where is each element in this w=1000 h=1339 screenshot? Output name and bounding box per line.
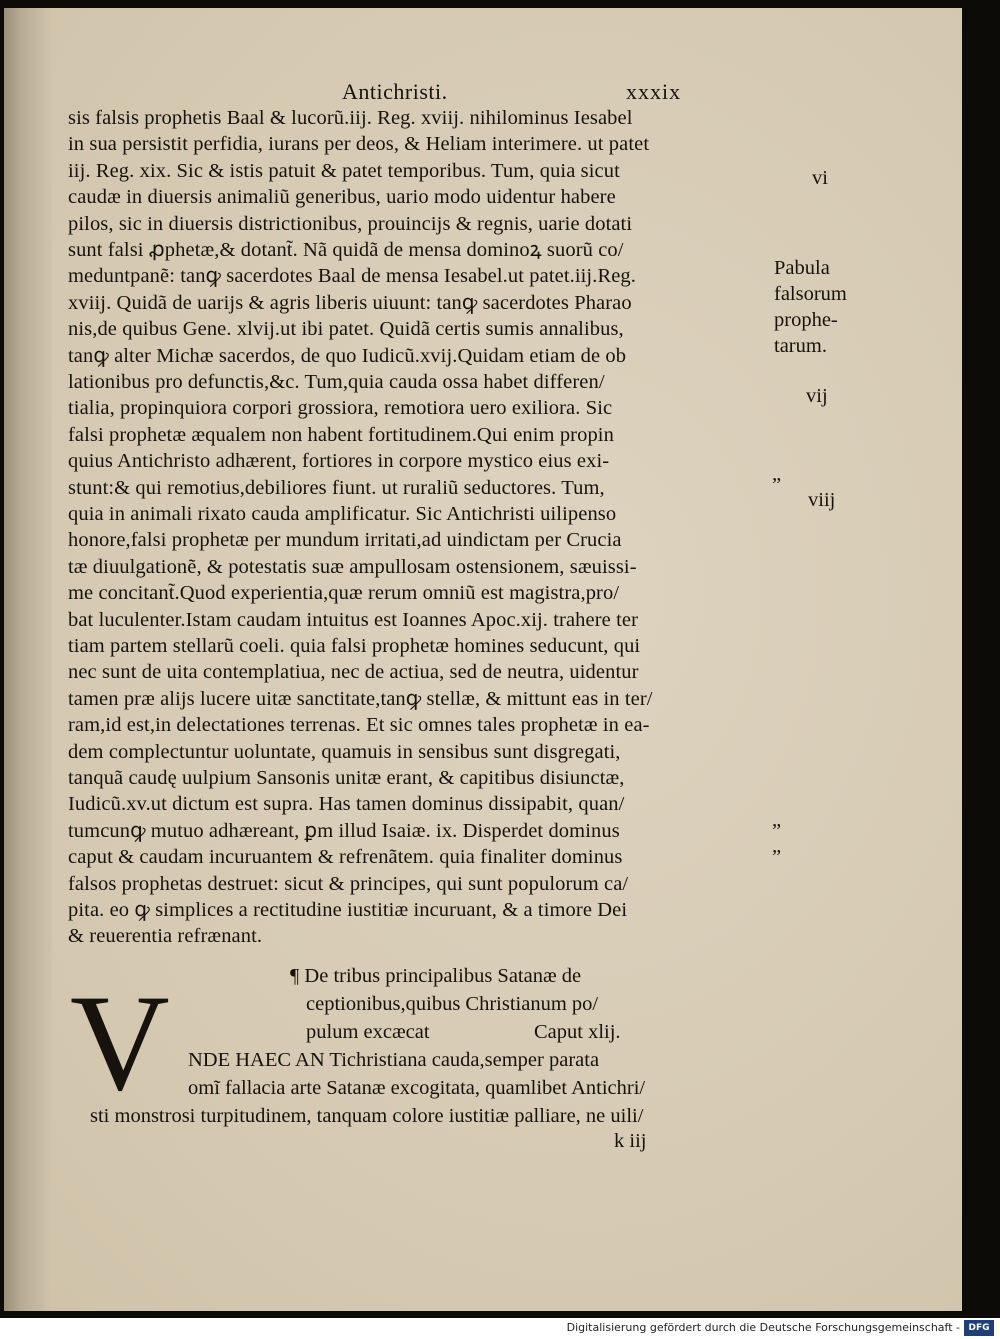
- text-line: nec sunt de uita contemplatiua, nec de actiua, sed de neutra, uidentur: [68, 661, 639, 684]
- chapter-heading-line: ¶ De tribus principalibus Satanæ de: [290, 965, 582, 987]
- text-line: tiam partem stellarũ coeli. quia falsi prophetæ homines seducunt, qui: [68, 635, 641, 657]
- text-line: tanquã caudę uulpium Sansonis unitæ erant, & capitibus disiunctæ,: [68, 767, 625, 789]
- margin-note: prophe-: [774, 309, 838, 331]
- margin-note: vi: [812, 167, 828, 189]
- margin-note: falsorum: [774, 283, 847, 305]
- decorated-initial: V: [70, 966, 170, 1119]
- signature-mark: k iij: [614, 1130, 647, 1152]
- text-line: caput & caudam incuruantem & refrenãtem. quia finaliter dominus: [68, 846, 623, 869]
- text-line: tumcunꝙ mutuo adhæreant, ꝑm illud Isaiæ. ix. Disperdet dominus: [68, 819, 620, 842]
- chapter-text-line: omĩ fallacia arte Satanæ excogitata, quamlibet Antichri/: [188, 1077, 646, 1099]
- text-line: bat luculenter.Istam caudam intuitus est Ioannes Apoc.xij. trahere ter: [68, 608, 638, 631]
- margin-note: „: [772, 809, 782, 831]
- margin-note: „: [772, 463, 782, 485]
- text-line: honore,falsi prophetæ per mundum irritati,ad uindictam per Crucia: [68, 529, 622, 552]
- footer-credit: Digitalisierung gefördert durch die Deutsche Forschungsgemeinschaft -: [566, 1321, 960, 1334]
- text-line: tamen præ alijs lucere uitæ sanctitate,tanꝙ stellæ, & mittunt eas in ter/: [68, 687, 653, 710]
- digitization-footer: [0, 1318, 1000, 1339]
- text-line: falsi prophetæ æqualem non habent fortitudinem.Qui enim propin: [68, 423, 614, 446]
- text-line: pita. eo ꝙ simplices a rectitudine iustitiæ incuruant, & a timore Dei: [68, 899, 628, 921]
- text-line: caudæ in diuersis animaliũ generibus, uario modo uidentur habere: [68, 186, 616, 209]
- margin-note: Pabula: [774, 257, 830, 279]
- text-line: falsos prophetas destruet: sicut & principes, qui sunt populorum ca/: [68, 872, 629, 895]
- text-line: tanꝙ alter Michæ sacerdos, de quo Iudicũ.xvij.Quidam etiam de ob: [68, 344, 627, 367]
- text-line: ram,id est,in delectationes terrenas. Et sic omnes tales prophetæ in ea-: [68, 714, 650, 737]
- text-line: quia in animali rixato cauda amplificatur. Sic Antichristi uilipenso: [68, 503, 617, 525]
- text-line: pilos, sic in diuersis districtionibus, prouincijs & regnis, uarie dotati: [68, 212, 633, 235]
- text-line: quius Antichristo adhærent, fortiores in corpore mystico eius exi-: [68, 450, 610, 473]
- dfg-logo: DFG: [964, 1320, 994, 1336]
- text-line: in sua persistit perfidia, iurans per deos, & Heliam interimere. ut patet: [68, 133, 650, 156]
- text-line: me concitant̃.Quod experientia,quæ rerum omniũ est magistra,pro/: [68, 582, 620, 605]
- text-line: iij. Reg. xix. Sic & istis patuit & patet temporibus. Tum, quia sicut: [68, 159, 620, 182]
- text-line: tæ diuulgationẽ, & potestatis suæ ampullosam ostensionem, sæuissi-: [68, 555, 637, 578]
- text-line: stunt:& qui remotius,debiliores fiunt. ut ruraliũ seductores. Tum,: [68, 476, 605, 499]
- text-line: Iudicũ.xv.ut dictum est supra. Has tamen dominus dissipabit, quan/: [68, 793, 625, 816]
- chapter-text-line: NDE HAEC AN Tichristiana cauda,semper parata: [188, 1049, 600, 1071]
- text-line: lationibus pro defunctis,&c. Tum,quia cauda ossa habet differen/: [68, 371, 605, 393]
- text-line: meduntpanẽ: tanꝙ sacerdotes Baal de mensa Iesabel.ut patet.iij.Reg.: [68, 265, 636, 288]
- text-line: xviij. Quidã de uarijs & agris liberis uiuunt: tanꝙ sacerdotes Pharao: [68, 291, 632, 314]
- chapter-heading-line: ceptionibus,quibus Christianum po/: [306, 993, 599, 1015]
- book-page: [4, 8, 962, 1311]
- text-line: dem complectuntur uoluntate, quamuis in sensibus sunt disgregati,: [68, 740, 621, 763]
- margin-note: vij: [806, 385, 828, 407]
- chapter-text-line: sti monstrosi turpitudinem, tanquam colore iustitiæ palliare, ne uili/: [90, 1105, 644, 1127]
- text-line: sunt falsi ꝓphetæ,& dotant̃. Nã quidã de mensa dominoꝝ suorũ co/: [68, 239, 624, 261]
- margin-note: viij: [808, 489, 836, 511]
- folio-number: xxxix: [626, 79, 682, 104]
- text-line: & reuerentia refrænant.: [68, 925, 263, 948]
- chapter-heading-line: pulum excæcat: [306, 1021, 430, 1043]
- running-title: Antichristi.: [342, 79, 448, 104]
- text-line: tialia, propinquiora corpori grossiora, remotiora uero exiliora. Sic: [68, 397, 613, 420]
- page-gutter-shadow: [4, 8, 52, 1311]
- chapter-caput-label: Caput xlij.: [534, 1021, 621, 1043]
- margin-note: tarum.: [774, 335, 827, 357]
- text-line: nis,de quibus Gene. xlvij.ut ibi patet. Quidã certis sumis annalibus,: [68, 318, 624, 341]
- margin-note: „: [772, 835, 782, 857]
- text-line: sis falsis prophetis Baal & lucorũ.iij. Reg. xviij. nihilominus Iesabel: [68, 107, 633, 129]
